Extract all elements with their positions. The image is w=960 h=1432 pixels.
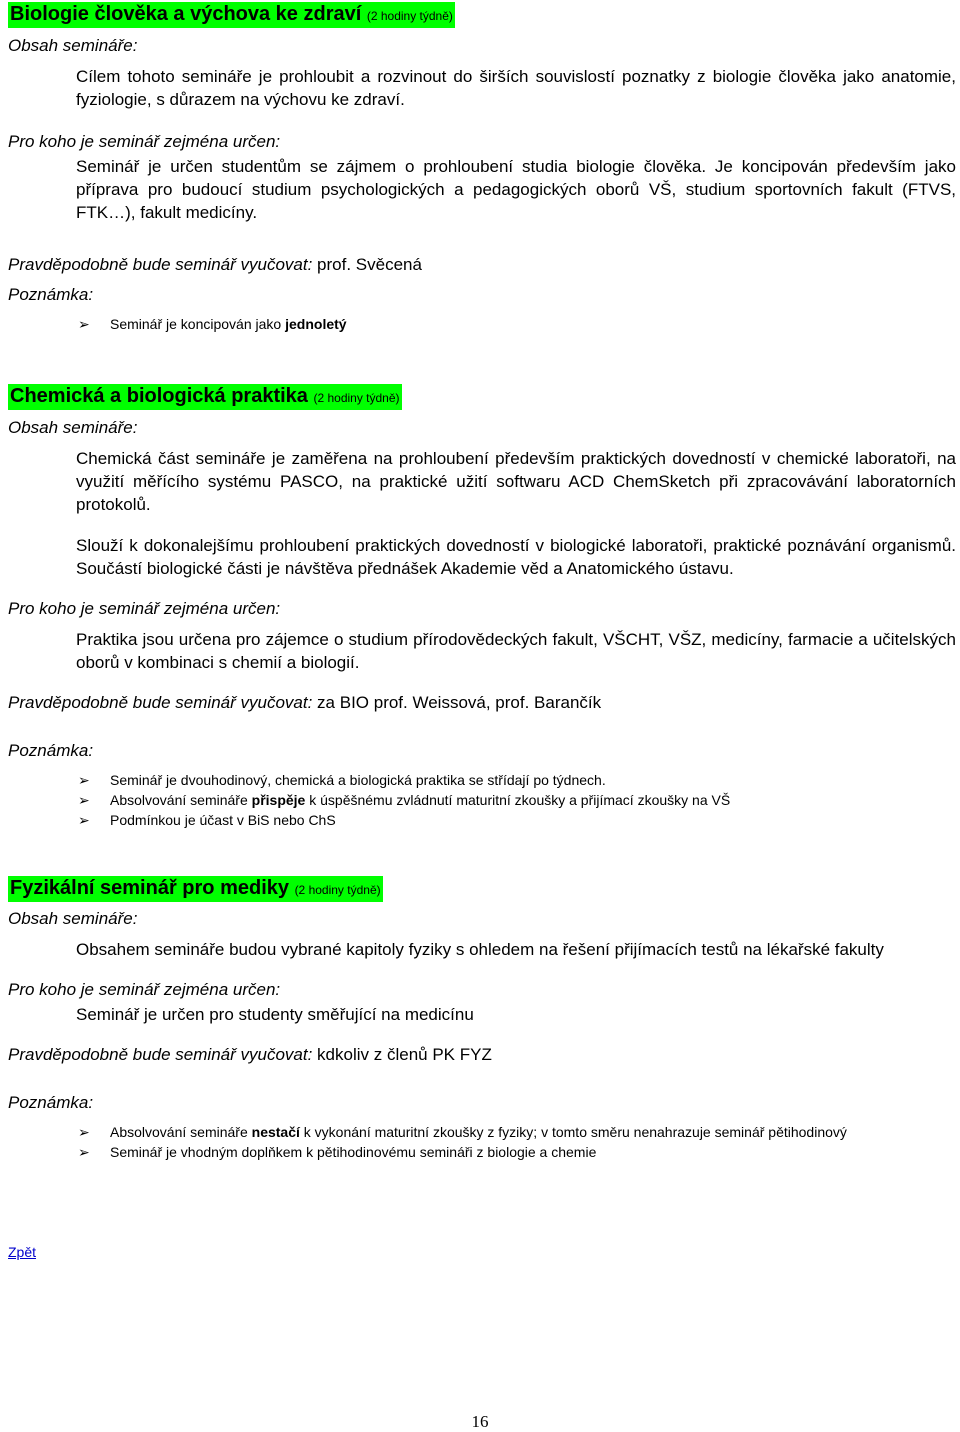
back-link[interactable]: Zpět	[8, 1244, 37, 1260]
teacher-line	[8, 1044, 960, 1066]
audience-label: Pro koho je seminář zejména určen:	[8, 980, 281, 999]
list-item: ➢ Podmínkou je účast v BiS nebo ChS	[78, 812, 336, 828]
section-title: Biologie člověka a výchova ke zdraví (2 hodiny týdně)	[8, 2, 455, 28]
section-physics-medics	[8, 876, 960, 1162]
arrowhead-bullet-icon: ➢	[78, 812, 90, 828]
list-item: ➢ Seminář je vhodným doplňkem k pětihodinovému semináři z biologie a chemie	[78, 1144, 597, 1160]
list-item: ➢ Seminář je koncipován jako jednoletý	[78, 316, 347, 332]
content-label: Obsah semináře:	[8, 418, 138, 437]
content-label: Obsah semináře:	[8, 36, 138, 55]
teacher-line	[8, 692, 960, 714]
arrowhead-bullet-icon: ➢	[78, 316, 90, 332]
teacher-label: Pravděpodobně bude seminář vyučovat:	[8, 693, 313, 712]
audience-paragraph: Praktika jsou určena pro zájemce o studium přírodovědeckých fakult, VŠCHT, VŠZ, medicíny, farmacie a učitelských oborů v kombinaci s chemií a biologií.	[76, 630, 956, 672]
teacher-value: kdkoliv z členů PK FYZ	[317, 1045, 492, 1064]
content-paragraph: Cílem tohoto semináře je prohloubit a rozvinout do širších souvislostí poznatky z biologie člověka jako anatomie, fyziologie, s důrazem na výchovu ke zdraví.	[76, 67, 956, 109]
notes-list	[78, 770, 958, 830]
section-chem-bio-practice	[8, 384, 960, 830]
arrowhead-bullet-icon: ➢	[78, 1144, 90, 1160]
audience-label: Pro koho je seminář zejména určen:	[8, 599, 281, 618]
content-label: Obsah semináře:	[8, 909, 138, 928]
notes-list	[78, 1122, 958, 1162]
page-number: 16	[471, 1412, 489, 1431]
audience-paragraph: Seminář je určen studentům se zájmem o prohloubení studia biologie člověka. Je koncipován především jako příprava pro budoucí studium psychologických a pedagogických oborů VŠ, studium sportovních fakult (FTVS, FTK…), fakult medicíny.	[76, 157, 956, 222]
teacher-label: Pravděpodobně bude seminář vyučovat:	[8, 255, 313, 274]
audience-label: Pro koho je seminář zejména určen:	[8, 132, 281, 151]
list-item: ➢ Absolvování semináře nestačí k vykonání maturitní zkoušky z fyziky; v tomto směru nenahrazuje seminář pětihodinový	[78, 1124, 847, 1140]
content-paragraph: Slouží k dokonalejšímu prohloubení praktických dovedností v biologické laboratoři, praktické poznávání organismů. Součástí biologické části je návštěva přednášek Akademie věd a Anatomického ústavu.	[76, 536, 956, 578]
list-item: ➢ Seminář je dvouhodinový, chemická a biologická praktika se střídají po týdnech.	[78, 772, 606, 788]
arrowhead-bullet-icon: ➢	[78, 772, 90, 788]
note-label: Poznámka:	[8, 1093, 94, 1112]
audience-paragraph: Seminář je určen pro studenty směřující na medicínu	[76, 1005, 474, 1024]
teacher-value: za BIO prof. Weissová, prof. Barančík	[317, 693, 602, 712]
teacher-label: Pravděpodobně bude seminář vyučovat:	[8, 1045, 313, 1064]
section-biology	[8, 2, 960, 334]
content-paragraph: Obsahem semináře budou vybrané kapitoly fyziky s ohledem na řešení přijímacích testů na lékařské fakulty	[76, 940, 884, 959]
section-title: Chemická a biologická praktika (2 hodiny týdně)	[8, 384, 402, 410]
note-label: Poznámka:	[8, 285, 94, 304]
teacher-value: prof. Svěcená	[317, 255, 422, 274]
teacher-line	[8, 254, 960, 276]
arrowhead-bullet-icon: ➢	[78, 792, 90, 808]
content-paragraph: Chemická část semináře je zaměřena na prohloubení především praktických dovedností v chemické laboratoři, na využití měřícího systému PASCO, na praktické užití softwaru ACD ChemSketch při zpracovávání laboratorních protokolů.	[76, 449, 956, 514]
note-label: Poznámka:	[8, 741, 94, 760]
arrowhead-bullet-icon: ➢	[78, 1124, 90, 1140]
notes-list	[78, 314, 958, 334]
section-title: Fyzikální seminář pro mediky (2 hodiny týdně)	[8, 876, 383, 902]
list-item: ➢ Absolvování semináře přispěje k úspěšnému zvládnutí maturitní zkoušky a přijímací zkoušky na VŠ	[78, 792, 731, 808]
